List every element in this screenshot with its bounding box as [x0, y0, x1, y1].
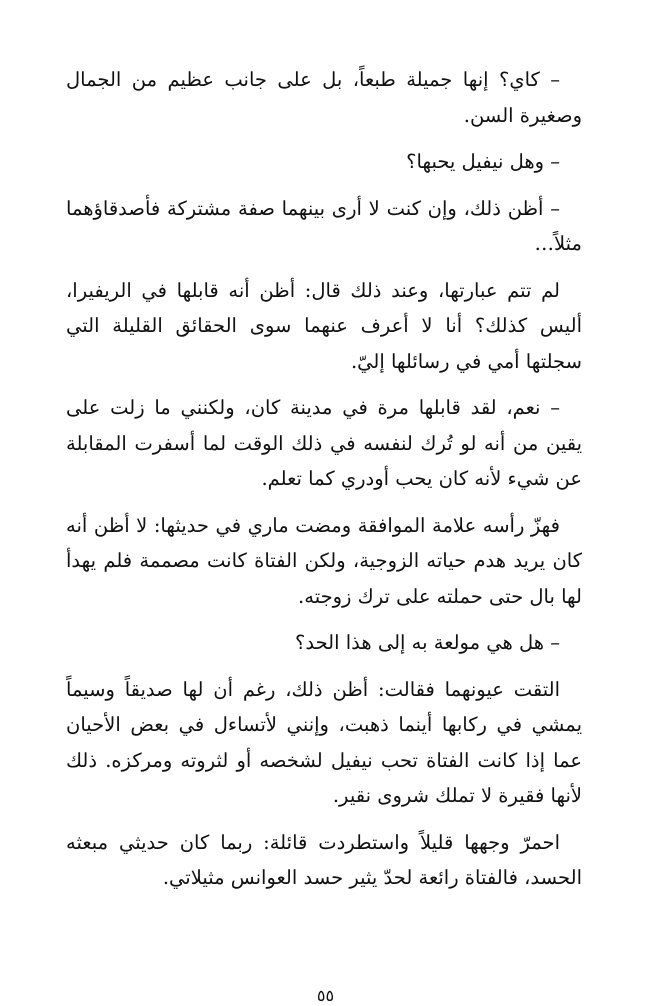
page-text	[66, 62, 582, 907]
paragraph-narration-blush: احمرّ وجهها قليلاً واستطردت قائلة: ربما كان حديثي مبعثه الحسد، فالفتاة رائعة لحدّ يثير حسد العوانس مثيلاتي.	[66, 830, 582, 889]
paragraph-dialogue-love: – هل هي مولعة به إلى هذا الحد؟	[294, 631, 560, 654]
paragraph-narration: لم تتم عبارتها، وعند ذلك قال: أظن أنه قابلها في الريفيرا، أليس كذلك؟ أنا لا أعرف عنهما سوى الحقائق القليلة التي سجلتها أمي في رسائلها إليّ.	[66, 278, 582, 373]
page-number: ٥٥	[316, 986, 335, 1005]
paragraph-dialogue-cannes: – نعم، لقد قابلها مرة في مدينة كان، ولكنني ما زلت على يقين من أنه لو تُرك لنفسه في ذلك الوقت لما أسفرت المقابلة عن شيء لأنه كان يحب أودري كما تعلم.	[66, 396, 582, 490]
paragraph-narration-mary: فهزّ رأسه علامة الموافقة ومضت ماري في حديثها: لا أظن أنه كان يريد هدم حياته الزوجية، ولكن الفتاة كانت مصممة فلم يهدأ لها بال حتى حملته على ترك زوجته.	[66, 513, 583, 608]
paragraph-dialogue-answer: – أظن ذلك، وإن كنت لا أرى بينهما صفة مشتركة فأصدقاؤهما مثلاً…	[66, 196, 582, 255]
paragraph-dialogue-question: – وهل نيفيل يحبها؟	[406, 150, 560, 173]
paragraph-narration-eyes: التقت عيونهما فقالت: أظن ذلك، رغم أن لها صديقاً وسيماً يمشي في ركابها أينما ذهبت، وإنني لأتساءل في بعض الأحيان عما إذا كانت الفتاة تحب نيفيل لشخصه أو لثروته ومركزه. ذلك لأنها فقيرة لا تملك شروى نقير.	[66, 677, 582, 807]
paragraph-dialogue-kay: – كاي؟ إنها جميلة طبعاً، بل على جانب عظيم من الجمال وصغيرة السن.	[66, 68, 582, 127]
